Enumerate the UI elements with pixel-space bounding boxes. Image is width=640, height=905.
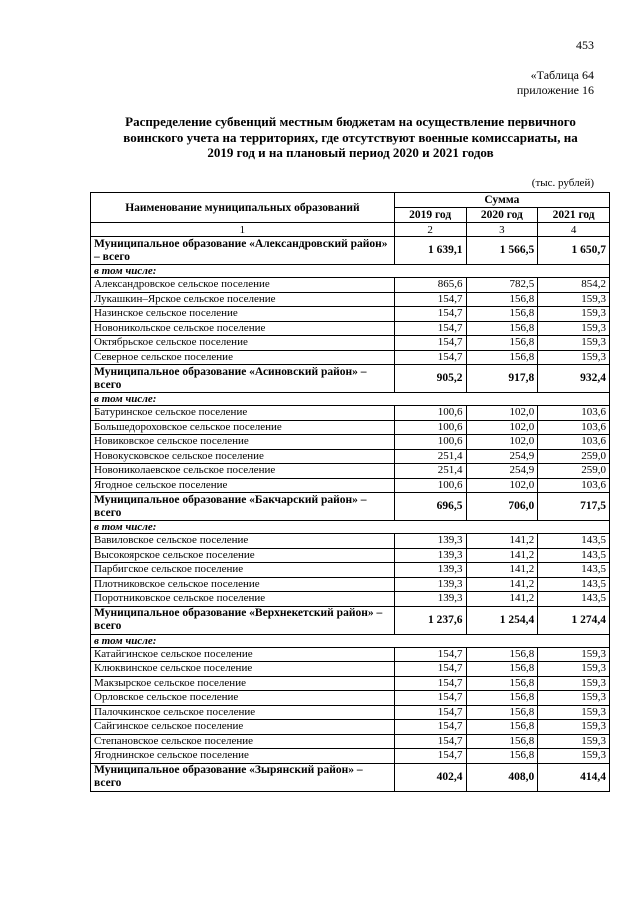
settlement-row — [91, 534, 610, 549]
settlement-row — [91, 278, 610, 293]
header-year-2019: 2019 год — [394, 208, 466, 223]
settlement-value: 154,7 — [394, 720, 466, 735]
municipality-name: Муниципальное образование «Бакчарский район» – всего — [91, 493, 395, 521]
settlement-row — [91, 577, 610, 592]
settlement-value: 154,7 — [394, 292, 466, 307]
column-index: 4 — [538, 223, 610, 237]
municipality-total-row — [91, 237, 610, 265]
settlement-value: 141,2 — [466, 563, 538, 578]
settlement-row — [91, 647, 610, 662]
settlement-value: 154,7 — [394, 705, 466, 720]
settlement-value: 156,8 — [466, 734, 538, 749]
settlement-value: 143,5 — [538, 563, 610, 578]
settlement-row — [91, 449, 610, 464]
municipality-total-row — [91, 606, 610, 634]
header-sum: Сумма — [394, 193, 609, 208]
settlement-value: 154,7 — [394, 350, 466, 365]
settlement-row — [91, 406, 610, 421]
settlement-value: 159,3 — [538, 647, 610, 662]
settlement-value: 154,7 — [394, 662, 466, 677]
including-label: в том числе: — [91, 265, 610, 278]
settlement-name: Александровское сельское поселение — [91, 278, 395, 293]
title-line: Распределение субвенций местным бюджетам на осуществление первичного — [125, 114, 576, 129]
settlement-value: 854,2 — [538, 278, 610, 293]
settlement-value: 156,8 — [466, 336, 538, 351]
column-index: 2 — [394, 223, 466, 237]
settlement-row — [91, 321, 610, 336]
settlement-value: 141,2 — [466, 577, 538, 592]
settlement-value: 103,6 — [538, 478, 610, 493]
settlement-name: Сайгинское сельское поселение — [91, 720, 395, 735]
settlement-value: 139,3 — [394, 548, 466, 563]
settlement-value: 156,8 — [466, 720, 538, 735]
settlement-value: 103,6 — [538, 420, 610, 435]
settlement-row — [91, 478, 610, 493]
settlement-name: Новониколаевское сельское поселение — [91, 464, 395, 479]
including-row — [91, 521, 610, 534]
appendix-line-annex: приложение 16 — [516, 83, 594, 97]
total-value: 1 254,4 — [466, 606, 538, 634]
column-index: 1 — [91, 223, 395, 237]
settlement-value: 103,6 — [538, 435, 610, 450]
settlement-value: 156,8 — [466, 321, 538, 336]
municipality-name: Муниципальное образование «Асиновский район» – всего — [91, 365, 395, 393]
header-year-2020: 2020 год — [466, 208, 538, 223]
settlement-value: 259,0 — [538, 464, 610, 479]
settlement-value: 102,0 — [466, 420, 538, 435]
settlement-name: Назинское сельское поселение — [91, 307, 395, 322]
settlement-value: 159,3 — [538, 336, 610, 351]
settlement-row — [91, 548, 610, 563]
settlement-row — [91, 563, 610, 578]
settlement-value: 100,6 — [394, 420, 466, 435]
settlement-name: Новиковское сельское поселение — [91, 435, 395, 450]
settlement-name: Катайгинское сельское поселение — [91, 647, 395, 662]
settlement-value: 139,3 — [394, 592, 466, 607]
including-row — [91, 393, 610, 406]
settlement-value: 159,3 — [538, 662, 610, 677]
settlement-value: 159,3 — [538, 705, 610, 720]
settlement-name: Лукашкин–Ярское сельское поселение — [91, 292, 395, 307]
municipality-name: Муниципальное образование «Верхнекетский район» – всего — [91, 606, 395, 634]
municipality-name: Муниципальное образование «Зырянский район» – всего — [91, 763, 395, 791]
settlement-name: Макзырское сельское поселение — [91, 676, 395, 691]
settlement-value: 143,5 — [538, 577, 610, 592]
settlement-value: 139,3 — [394, 534, 466, 549]
including-row — [91, 634, 610, 647]
total-value: 932,4 — [538, 365, 610, 393]
settlement-value: 156,8 — [466, 350, 538, 365]
settlement-row — [91, 734, 610, 749]
settlement-name: Северное сельское поселение — [91, 350, 395, 365]
settlement-name: Парбигское сельское поселение — [91, 563, 395, 578]
settlement-value: 154,7 — [394, 321, 466, 336]
municipality-total-row — [91, 763, 610, 791]
settlement-value: 141,2 — [466, 534, 538, 549]
settlement-value: 156,8 — [466, 647, 538, 662]
including-row — [91, 265, 610, 278]
settlement-row — [91, 691, 610, 706]
settlement-value: 100,6 — [394, 435, 466, 450]
settlement-value: 156,8 — [466, 691, 538, 706]
appendix-line-table: «Таблица 64 — [530, 68, 594, 82]
settlement-row — [91, 720, 610, 735]
settlement-row — [91, 464, 610, 479]
settlement-value: 102,0 — [466, 478, 538, 493]
total-value: 706,0 — [466, 493, 538, 521]
total-value: 1 566,5 — [466, 237, 538, 265]
total-value: 1 639,1 — [394, 237, 466, 265]
units-note: (тыс. рублей) — [531, 177, 594, 189]
settlement-value: 141,2 — [466, 592, 538, 607]
settlement-value: 254,9 — [466, 449, 538, 464]
total-value: 414,4 — [538, 763, 610, 791]
including-label: в том числе: — [91, 634, 610, 647]
settlement-value: 156,8 — [466, 307, 538, 322]
page-number: 453 — [576, 38, 594, 52]
settlement-name: Степановское сельское поселение — [91, 734, 395, 749]
settlement-value: 156,8 — [466, 676, 538, 691]
settlement-value: 159,3 — [538, 321, 610, 336]
settlement-value: 865,6 — [394, 278, 466, 293]
settlement-name: Вавиловское сельское поселение — [91, 534, 395, 549]
settlement-row — [91, 662, 610, 677]
column-index: 3 — [466, 223, 538, 237]
settlement-value: 102,0 — [466, 406, 538, 421]
settlement-value: 156,8 — [466, 749, 538, 764]
including-label: в том числе: — [91, 393, 610, 406]
total-value: 717,5 — [538, 493, 610, 521]
settlement-value: 143,5 — [538, 548, 610, 563]
settlement-value: 154,7 — [394, 307, 466, 322]
total-value: 905,2 — [394, 365, 466, 393]
including-label: в том числе: — [91, 521, 610, 534]
settlement-value: 156,8 — [466, 292, 538, 307]
settlement-value: 159,3 — [538, 676, 610, 691]
total-value: 1 274,4 — [538, 606, 610, 634]
total-value: 917,8 — [466, 365, 538, 393]
settlement-value: 154,7 — [394, 647, 466, 662]
settlement-value: 782,5 — [466, 278, 538, 293]
settlement-row — [91, 350, 610, 365]
settlement-name: Клюквинское сельское поселение — [91, 662, 395, 677]
title-line: воинского учета на территориях, где отсутствуют военные комиссариаты, на — [123, 129, 578, 145]
municipality-total-row — [91, 365, 610, 393]
settlement-name: Батуринское сельское поселение — [91, 406, 395, 421]
settlement-value: 254,9 — [466, 464, 538, 479]
settlement-value: 154,7 — [394, 734, 466, 749]
settlement-value: 154,7 — [394, 336, 466, 351]
settlement-value: 159,3 — [538, 292, 610, 307]
total-value: 1 650,7 — [538, 237, 610, 265]
municipality-name: Муниципальное образование «Александровский район» – всего — [91, 237, 395, 265]
settlement-value: 156,8 — [466, 662, 538, 677]
settlement-row — [91, 592, 610, 607]
settlement-value: 159,3 — [538, 691, 610, 706]
settlement-row — [91, 676, 610, 691]
settlement-name: Орловское сельское поселение — [91, 691, 395, 706]
settlement-name: Новокусковское сельское поселение — [91, 449, 395, 464]
appendix-reference — [517, 68, 594, 98]
settlement-value: 159,3 — [538, 734, 610, 749]
settlement-name: Новоникольское сельское поселение — [91, 321, 395, 336]
settlement-name: Поротниковское сельское поселение — [91, 592, 395, 607]
header-name-column: Наименование муниципальных образований — [91, 193, 395, 223]
settlement-value: 143,5 — [538, 534, 610, 549]
settlement-row — [91, 749, 610, 764]
settlement-name: Плотниковское сельское поселение — [91, 577, 395, 592]
settlement-value: 159,3 — [538, 350, 610, 365]
table-body — [91, 237, 610, 792]
settlement-value: 154,7 — [394, 676, 466, 691]
settlement-value: 139,3 — [394, 577, 466, 592]
settlement-value: 156,8 — [466, 705, 538, 720]
total-value: 408,0 — [466, 763, 538, 791]
settlement-value: 251,4 — [394, 464, 466, 479]
settlement-value: 251,4 — [394, 449, 466, 464]
settlement-row — [91, 435, 610, 450]
settlement-name: Высокоярское сельское поселение — [91, 548, 395, 563]
settlement-value: 143,5 — [538, 592, 610, 607]
settlement-value: 154,7 — [394, 749, 466, 764]
settlement-row — [91, 420, 610, 435]
settlement-value: 159,3 — [538, 720, 610, 735]
municipality-total-row — [91, 493, 610, 521]
settlement-row — [91, 292, 610, 307]
settlement-value: 100,6 — [394, 478, 466, 493]
title-line: 2019 год и на плановый период 2020 и 2021 годов — [207, 145, 494, 160]
settlement-name: Ягоднинское сельское поселение — [91, 749, 395, 764]
settlement-name: Палочкинское сельское поселение — [91, 705, 395, 720]
settlement-name: Большедороховское сельское поселение — [91, 420, 395, 435]
subventions-table — [90, 192, 610, 792]
settlement-value: 159,3 — [538, 749, 610, 764]
settlement-value: 103,6 — [538, 406, 610, 421]
settlement-value: 139,3 — [394, 563, 466, 578]
settlement-value: 259,0 — [538, 449, 610, 464]
settlement-value: 159,3 — [538, 307, 610, 322]
settlement-row — [91, 705, 610, 720]
settlement-name: Октябрьское сельское поселение — [91, 336, 395, 351]
settlement-name: Ягодное сельское поселение — [91, 478, 395, 493]
document-title — [88, 114, 613, 161]
header-year-2021: 2021 год — [538, 208, 610, 223]
settlement-value: 100,6 — [394, 406, 466, 421]
settlement-row — [91, 307, 610, 322]
settlement-value: 102,0 — [466, 435, 538, 450]
settlement-value: 141,2 — [466, 548, 538, 563]
total-value: 1 237,6 — [394, 606, 466, 634]
total-value: 402,4 — [394, 763, 466, 791]
settlement-row — [91, 336, 610, 351]
total-value: 696,5 — [394, 493, 466, 521]
settlement-value: 154,7 — [394, 691, 466, 706]
